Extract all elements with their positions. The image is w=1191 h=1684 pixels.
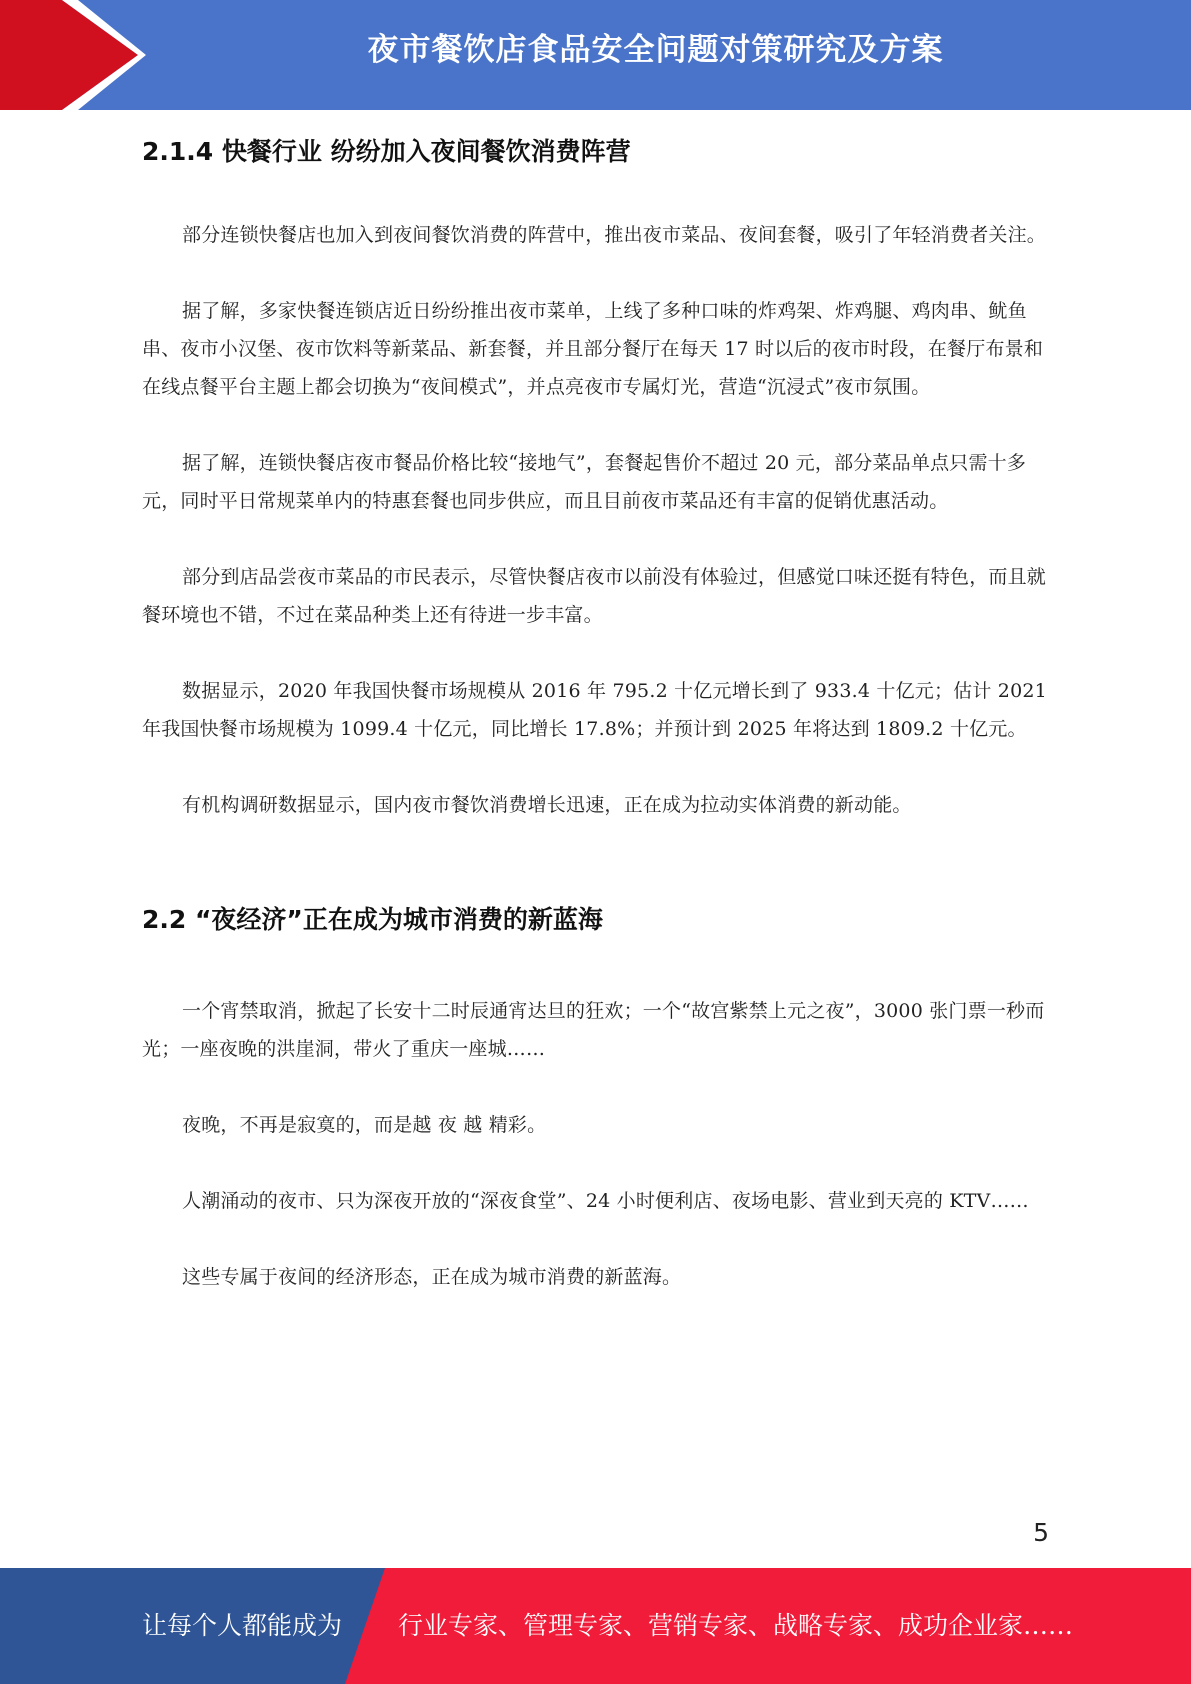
paragraph: 据了解，多家快餐连锁店近日纷纷推出夜市菜单，上线了多种口味的炸鸡架、炸鸡腿、鸡肉串、鱿鱼串、夜市小汉堡、夜市饮料等新菜品、新套餐，并且部分餐厅在每天 17 时以后的夜市时段，在餐厅布景和在线点餐平台主题上都会切换为“夜间模式”，并点亮夜市专属灯光，营造“沉浸式”夜市氛围。 — [142, 300, 1044, 398]
page-header — [0, 0, 1191, 110]
paragraph: 部分到店品尝夜市菜品的市民表示，尽管快餐店夜市以前没有体验过，但感觉口味还挺有特色，而且就餐环境也不错，不过在菜品种类上还有待进一步丰富。 — [142, 566, 1047, 626]
paragraph: 一个宵禁取消，掀起了长安十二时辰通宵达旦的狂欢；一个“故宫紫禁上元之夜”，3000 张门票一秒而光；一座夜晚的洪崖洞，带火了重庆一座城…… — [142, 1000, 1045, 1060]
paragraph: 部分连锁快餐店也加入到夜间餐饮消费的阵营中，推出夜市菜品、夜间套餐，吸引了年轻消费者关注。 — [182, 224, 1047, 246]
page-content — [142, 118, 1047, 1334]
paragraph: 夜晚，不再是寂寞的，而是越 夜 越 精彩。 — [182, 1114, 547, 1136]
paragraph: 数据显示，2020 年我国快餐市场规模从 2016 年 795.2 十亿元增长到了 933.4 十亿元；估计 2021 年我国快餐市场规模为 1099.4 十亿元，同比增长 17.8%；并预计到 2025 年将达到 1809.2 十亿元。 — [142, 680, 1047, 740]
paragraph: 据了解，连锁快餐店夜市餐品价格比较“接地气”，套餐起售价不超过 20 元，部分菜品单点只需十多元，同时平日常规菜单内的特惠套餐也同步供应，而且目前夜市菜品还有丰富的促销优惠活动。 — [142, 452, 1027, 512]
page-number: 5 — [1033, 1518, 1049, 1547]
page-footer — [0, 1568, 1191, 1684]
paragraph: 这些专属于夜间的经济形态，正在成为城市消费的新蓝海。 — [182, 1266, 682, 1288]
section-heading-2-1-4: 2.1.4 快餐行业 纷纷加入夜间餐饮消费阵营 — [142, 137, 631, 166]
section-heading-2-2: 2.2 “夜经济”正在成为城市消费的新蓝海 — [142, 905, 603, 934]
paragraph: 人潮涌动的夜市、只为深夜开放的“深夜食堂”、24 小时便利店、夜场电影、营业到天亮的 KTV…… — [182, 1190, 1029, 1212]
header-arrow-icon — [0, 0, 150, 110]
footer-slogan-left: 让每个人都能成为 — [142, 1611, 343, 1640]
footer-slogan-right: 行业专家、管理专家、营销专家、战略专家、成功企业家…… — [398, 1611, 1074, 1640]
header-title: 夜市餐饮店食品安全问题对策研究及方案 — [367, 32, 944, 68]
paragraph: 有机构调研数据显示，国内夜市餐饮消费增长迅速，正在成为拉动实体消费的新动能。 — [182, 794, 912, 816]
